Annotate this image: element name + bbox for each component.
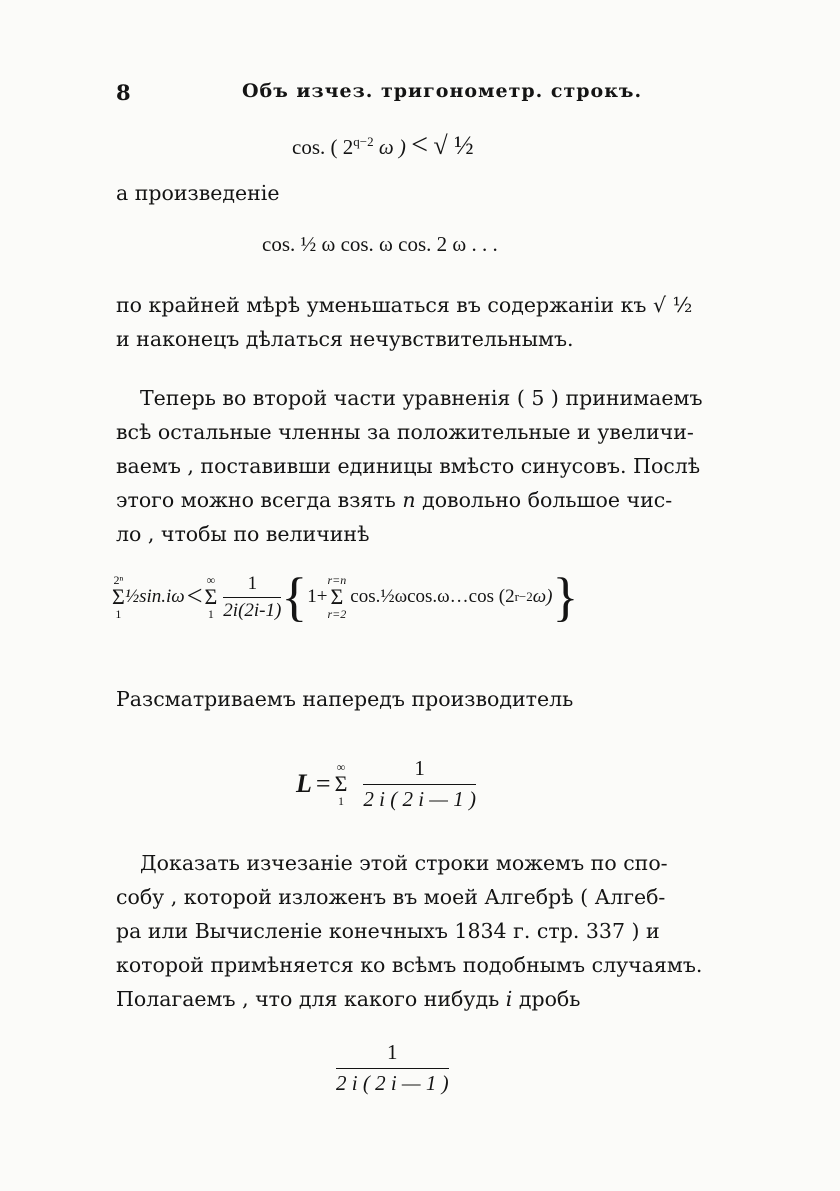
paragraph-product-intro: а произведеніе [116,181,280,205]
left-brace: { [281,567,308,627]
sum-L-lower: 1 [337,794,344,808]
paragraph-second-part-line-3: ваемъ , поставивши единицы вмѣсто синусовъ. Послѣ [116,454,701,478]
formula-1-arg: ω ) [378,135,406,159]
inner-end: ω) [532,586,553,607]
formula-cos-inequality [292,128,474,162]
sigma-symbol: Σ [204,584,218,609]
paragraph-proof-line-4: которой примѣняется ко всѣмъ подобнымъ случаямъ. [116,953,703,977]
paragraph-second-part-line-4 [116,483,672,517]
formula-4-lhs: L [296,769,312,798]
fraction-denominator: 2 i ( 2 i — 1 ) [363,787,476,811]
sum-2-lower: 1 [207,607,214,621]
sum-1-lower: 1 [115,607,122,621]
fraction-denominator: 2 i ( 2 i — 1 ) [336,1071,449,1095]
sum-3-lower: r=2 [327,607,347,621]
sum-L-upper: ∞ [336,760,346,774]
page-number: 8 [116,80,131,105]
formula-sum-inequality [112,567,579,627]
fraction-numerator: 1 [363,756,476,785]
paragraph-decrease-line-2: и наконецъ дѣлаться нечувствительнымъ. [116,327,574,351]
line-5-text-b: дробь [512,987,581,1011]
inner-body: cos.½ωcos.ω…cos (2 [350,586,515,607]
variable-n: n [402,488,416,512]
sum-1-term: ½sin.iω [124,586,185,607]
formula-1-relation: < [411,128,429,161]
paragraph-factor-intro: Разсматриваемъ напередъ производитель [116,687,574,711]
sigma-symbol: Σ [334,771,348,796]
fraction-numerator: 1 [223,573,281,598]
inner-start: 1+ [307,586,328,607]
paragraph-proof-line-1: Доказать изчезаніе этой строки можемъ по спо- [140,851,668,875]
sum-2-upper: ∞ [206,573,216,587]
sum-3 [327,574,346,620]
sum-L [335,761,348,807]
sum-2 [204,574,217,620]
running-header-title: Объ изчез. тригонометр. строкъ. [242,80,643,102]
sum-1 [112,574,125,620]
formula-3-relation: < [186,581,203,612]
formula-1-rhs: √ ½ [433,131,474,160]
line-5-text-a: Полагаемъ , что для какого нибудь [116,987,506,1011]
sum-1-upper: 2ⁿ [113,573,124,587]
formula-cos-product: cos. ½ ω cos. ω cos. 2 ω . . . [262,232,498,256]
paragraph-proof-line-5 [116,982,580,1016]
formula-1-exponent: q−2 [353,134,374,149]
paragraph-decrease-line-1: по крайней мѣрѣ уменьшаться въ содержаніи къ √ ½ [116,293,693,317]
paragraph-second-part-line-1: Теперь во второй части уравненія ( 5 ) принимаемъ [140,386,703,410]
paragraph-second-part-line-2: всѣ остальные членны за положительные и увеличи- [116,420,694,444]
fraction-denominator: 2i(2i-1) [223,599,282,621]
inner-exponent: r−2 [514,589,533,604]
line-4-text-a: этого можно всегда взять [116,488,403,512]
formula-fraction [336,1040,449,1096]
right-brace: } [552,567,579,627]
fraction-L [363,756,476,812]
formula-1-lhs: cos. ( 2 [292,135,354,159]
fraction-final [336,1040,449,1096]
paragraph-proof-line-2: собу , которой изложенъ въ моей Алгебрѣ ( Алгеб- [116,885,666,909]
fraction-numerator: 1 [336,1040,449,1069]
fraction-sum-2 [223,573,281,622]
formula-4-equals: = [315,769,331,798]
sigma-symbol: Σ [112,584,125,609]
line-4-text-b: довольно большое чис- [415,488,673,512]
sum-3-upper: r=n [327,573,347,587]
formula-L-definition [296,756,476,812]
paragraph-second-part-line-5: ло , чтобы по величинѣ [116,522,370,546]
variable-i: i [505,987,513,1011]
sigma-symbol: Σ [330,584,344,609]
paragraph-proof-line-3: ра или Вычисленіе конечныхъ 1834 г. стр. 337 ) и [116,919,660,943]
